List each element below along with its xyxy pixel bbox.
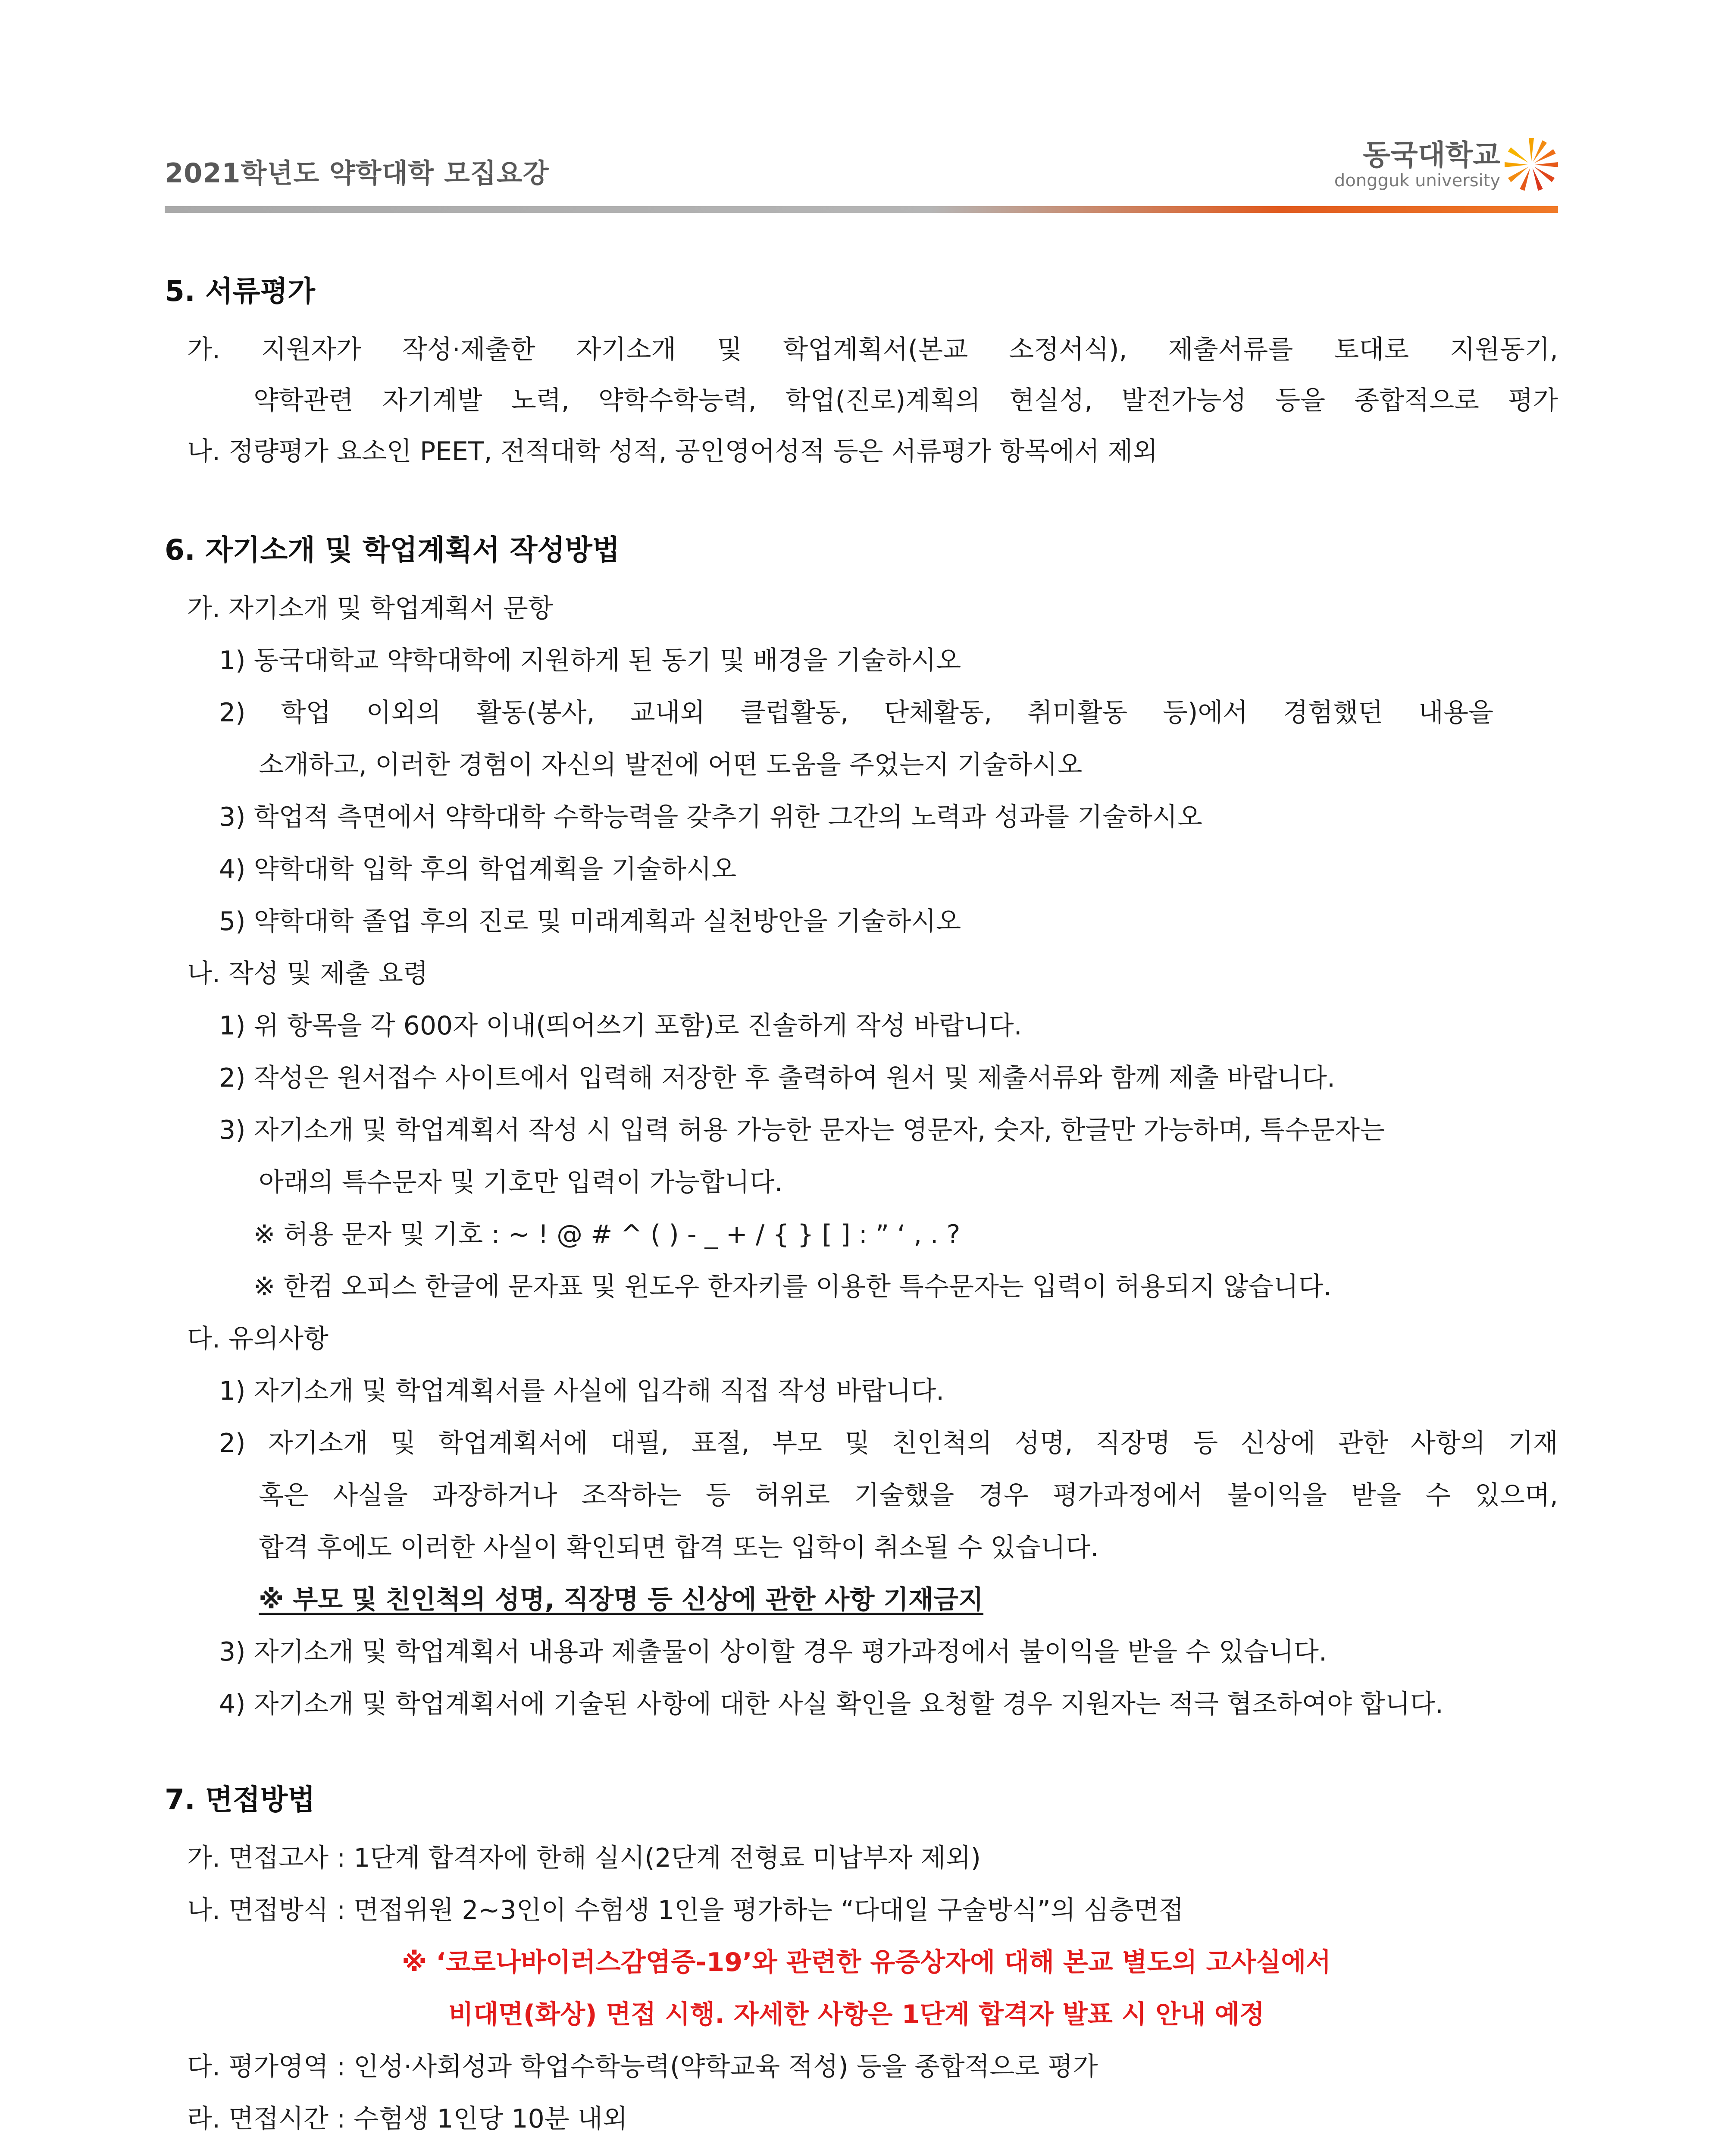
section-6-caution-2-line3: 합격 후에도 이러한 사실이 확인되면 합격 또는 입학이 취소될 수 있습니다. [259, 1532, 1099, 1563]
section-6-question-4: 4) 약학대학 입학 후의 학업계획을 기술하시오 [219, 854, 737, 884]
header-divider-bar [165, 206, 1558, 213]
section-6-item-c: 다. 유의사항 [187, 1324, 329, 1354]
section-6-question-2-line1: 2) 학업 이외의 활동(봉사, 교내외 클럽활동, 단체활동, 취미활동 등)에서 경험했던 내용을 [219, 698, 1493, 728]
document-title: 2021학년도 약학대학 모집요강 [165, 157, 549, 189]
section-5-item-a-line1: 가. 지원자가 작성·제출한 자기소개 및 학업계획서(본교 소정서식), 제출서류를 토대로 지원동기, [187, 335, 1558, 365]
section-6-guide-1: 1) 위 항목을 각 600자 이내(띄어쓰기 포함)로 진솔하게 작성 바랍니다. [219, 1011, 1022, 1041]
logo-korean-text: 동국대학교 [1363, 138, 1500, 172]
section-7-item-a: 가. 면접고사 : 1단계 합격자에 한해 실시(2단계 전형료 미납부자 제외) [187, 1843, 981, 1873]
university-logo [1328, 129, 1561, 203]
section-6-caution-1: 1) 자기소개 및 학업계획서를 사실에 입각해 직접 작성 바랍니다. [219, 1376, 945, 1406]
section-6-question-3: 3) 학업적 측면에서 약학대학 수학능력을 갖추기 위한 그간의 노력과 성과를 기술하시오 [219, 802, 1202, 832]
section-6-item-b: 나. 작성 및 제출 요령 [187, 959, 429, 989]
section-6-question-5: 5) 약학대학 졸업 후의 진로 및 미래계획과 실천방안을 기술하시오 [219, 906, 961, 937]
section-6-guide-2: 2) 작성은 원서접수 사이트에서 입력해 저장한 후 출력하여 원서 및 제출서류와 함께 제출 바랍니다. [219, 1063, 1336, 1093]
section-7-heading: 7. 면접방법 [165, 1783, 315, 1816]
section-6-question-1: 1) 동국대학교 약학대학에 지원하게 된 동기 및 배경을 기술하시오 [219, 646, 961, 676]
section-6-guide-3-line1: 3) 자기소개 및 학업계획서 작성 시 입력 허용 가능한 문자는 영문자, 숫자, 한글만 가능하며, 특수문자는 [219, 1115, 1385, 1145]
section-6-item-a: 가. 자기소개 및 학업계획서 문항 [187, 593, 553, 624]
section-7-item-d: 라. 면접시간 : 수험생 1인당 10분 내외 [187, 2104, 628, 2134]
section-6-caution-2-line1: 2) 자기소개 및 학업계획서에 대필, 표절, 부모 및 친인척의 성명, 직장명 등 신상에 관한 사항의 기재 [219, 1428, 1558, 1458]
logo-english-text: dongguk university [1334, 171, 1500, 191]
section-6-caution-2-line2: 혹은 사실을 과장하거나 조작하는 등 허위로 기술했을 경우 평가과정에서 불이익을 받을 수 있으며, [259, 1480, 1558, 1510]
section-7-item-b: 나. 면접방식 : 면접위원 2~3인이 수험생 1인을 평가하는 “다대일 구술방식”의 심층면접 [187, 1895, 1184, 1925]
section-5-heading: 5. 서류평가 [165, 275, 315, 308]
section-5-item-b: 나. 정량평가 요소인 PEET, 전적대학 성적, 공인영어성적 등은 서류평가 항목에서 제외 [187, 436, 1158, 467]
section-6-question-2-line2: 소개하고, 이러한 경험이 자신의 발전에 어떤 도움을 주었는지 기술하시오 [259, 750, 1083, 780]
section-6-note-disallowed-chars: ※ 한컴 오피스 한글에 문자표 및 윈도우 한자키를 이용한 특수문자는 입력이 허용되지 않습니다. [253, 1272, 1332, 1302]
section-6-heading: 6. 자기소개 및 학업계획서 작성방법 [165, 533, 620, 567]
section-7-item-c: 다. 평가영역 : 인성·사회성과 학업수학능력(약학교육 적성) 등을 종합적으로 평가 [187, 2052, 1098, 2082]
section-6-caution-3: 3) 자기소개 및 학업계획서 내용과 제출물이 상이할 경우 평가과정에서 불이익을 받을 수 있습니다. [219, 1637, 1327, 1667]
section-7-covid-notice-line1: ※ ‘코로나바이러스감염증-19’와 관련한 유증상자에 대해 본교 별도의 고사실에서 [402, 1947, 1331, 1977]
section-7-covid-notice-line2: 비대면(화상) 면접 시행. 자세한 사항은 1단계 합격자 발표 시 안내 예정 [448, 1999, 1265, 2030]
section-6-guide-3-line2: 아래의 특수문자 및 기호만 입력이 가능합니다. [259, 1167, 783, 1197]
section-6-note-allowed-chars: ※ 허용 문자 및 기호 : ~ ! @ # ^ ( ) - _ + / { } [ ] : ” ‘ , . ? [253, 1219, 961, 1250]
logo-sunburst-icon [1505, 129, 1561, 203]
section-5-item-a-line2: 약학관련 자기계발 노력, 약학수학능력, 학업(진로)계획의 현실성, 발전가능성 등을 종합적으로 평가 [253, 385, 1558, 416]
section-6-caution-4: 4) 자기소개 및 학업계획서에 기술된 사항에 대한 사실 확인을 요청할 경우 지원자는 적극 협조하여야 합니다. [219, 1689, 1443, 1719]
section-6-caution-prohibition: ※ 부모 및 친인척의 성명, 직장명 등 신상에 관한 사항 기재금지 [259, 1585, 984, 1615]
